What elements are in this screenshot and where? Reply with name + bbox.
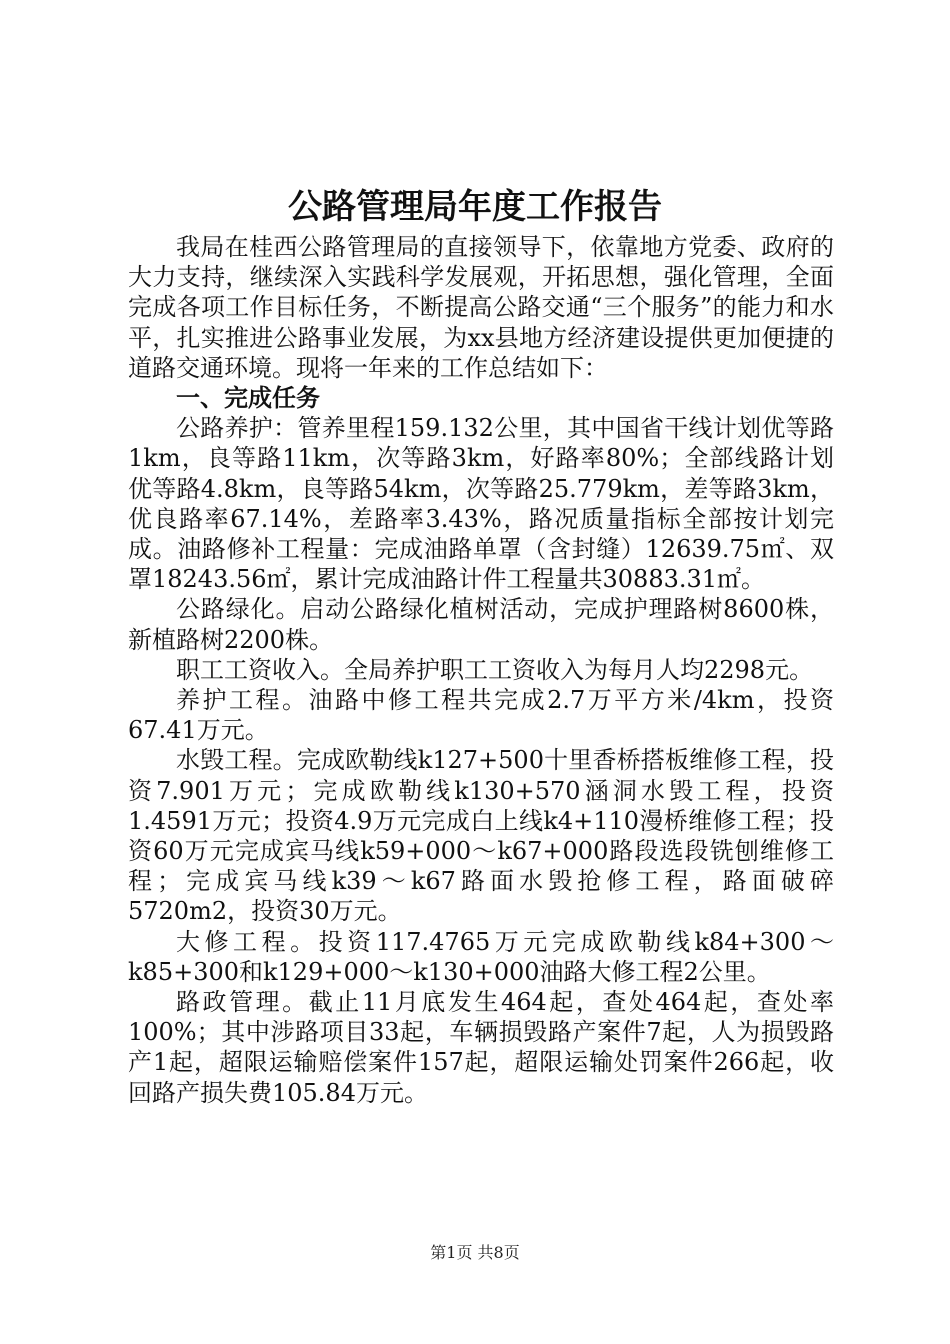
intro-paragraph: 我局在桂西公路管理局的直接领导下，依靠地方党委、政府的大力支持，继续深入实践科学发展观，开拓思想，强化管理，全面完成各项工作目标任务，不断提高公路交通“三个服务”的能力和水平，扎实推进公路事业发展，为xx县地方经济建设提供更加便捷的道路交通环境。现将一年来的工作总结如下： (128, 233, 834, 382)
document-body (128, 232, 834, 1108)
paragraph-staff-income: 职工工资收入。全局养护职工工资收入为每月人均2298元。 (176, 655, 814, 684)
paragraph-flood-damage: 水毁工程。完成欧勒线k127+500十里香桥搭板维修工程，投资7.901万元；完成欧勒线k130+570涵洞水毁工程，投资1.4591万元；投资4.9万元完成白上线k4+110漫桥维修工程；投资60万元完成宾马线k59+000～k67+000路段选段铣刨维修工程；完成宾马线k39～k67路面水毁抢修工程，路面破碎5720m2，投资30万元。 (128, 746, 834, 926)
section-heading: 一、完成任务 (176, 384, 320, 413)
paragraph-major-repair: 大修工程。投资117.4765万元完成欧勒线k84+300～k85+300和k129+000～k130+000油路大修工程2公里。 (128, 927, 834, 986)
page-footer: 第1页 共8页 (430, 1243, 520, 1262)
paragraph-road-greening: 公路绿化。启动公路绿化植树活动，完成护理路树8600株，新植路树2200株。 (128, 595, 834, 654)
paragraph-road-maintenance: 公路养护：管养里程159.132公里，其中国省干线计划优等路1km，良等路11km，次等路3km，好路率80%；全部线路计划优等路4.8km，良等路54km，次等路25.779km，差等路3km，优良路率67.14%，差路率3.43%，路况质量指标全部按计划完成。油路修补工程量：完成油路单罩（含封缝）12639.75㎡、双罩18243.56㎡，累计完成油路计件工程量共30883.31㎡。 (128, 414, 834, 594)
paragraph-road-administration: 路政管理。截止11月底发生464起，查处464起，查处率100%；其中涉路项目33起，车辆损毁路产案件7起，人为损毁路产1起，超限运输赔偿案件157起，超限运输处罚案件266起，收回路产损失费105.84万元。 (128, 988, 834, 1107)
document-title: 公路管理局年度工作报告 (288, 187, 662, 227)
paragraph-maintenance-works: 养护工程。油路中修工程共完成2.7万平方米/4km，投资67.41万元。 (128, 686, 834, 745)
